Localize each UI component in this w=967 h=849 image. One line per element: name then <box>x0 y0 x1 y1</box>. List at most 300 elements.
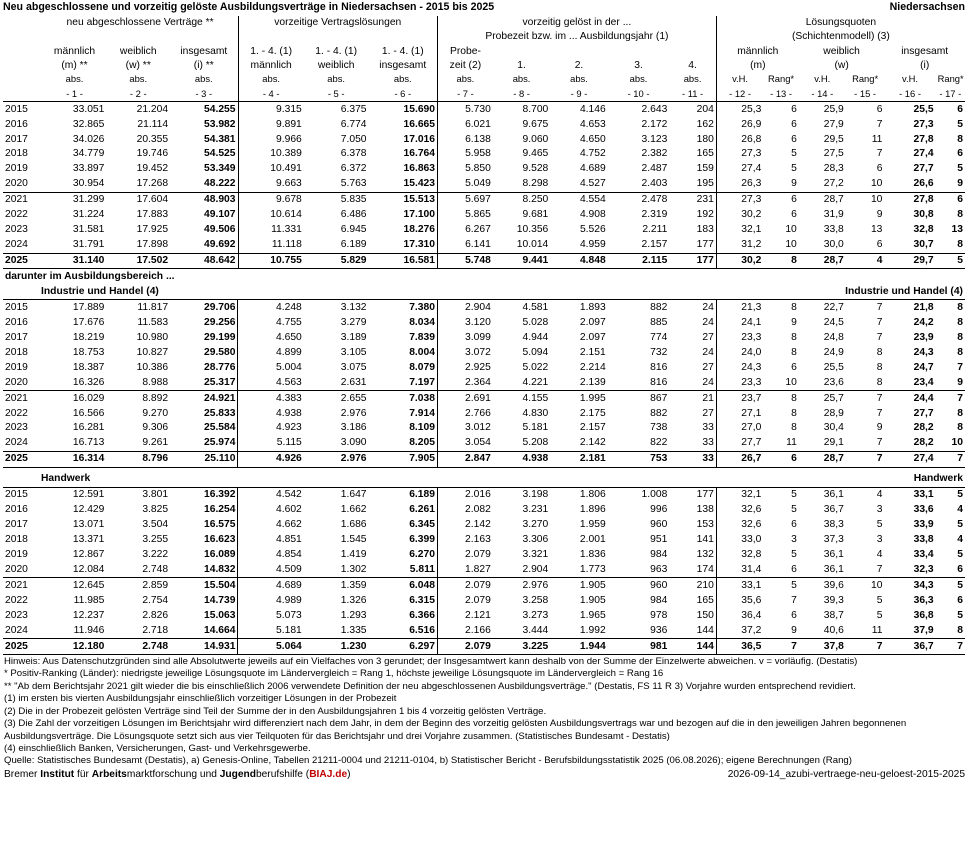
table-cell: 4 <box>957 504 963 516</box>
table-cell: 2.214 <box>579 361 606 373</box>
table-cell: 5 <box>936 487 965 502</box>
row-year: 2018 <box>5 534 28 546</box>
table-cell: 24,4 <box>884 391 935 406</box>
table-cell: 26,6 <box>913 178 934 190</box>
table-cell: 27 <box>702 331 714 343</box>
row-year: 2016 <box>5 316 28 328</box>
table-row <box>3 421 965 436</box>
table-cell: 4.830 <box>522 407 549 419</box>
table-cell: 6 <box>791 361 797 373</box>
table-cell: 23,3 <box>716 330 763 345</box>
table-cell: 28,9 <box>823 407 844 419</box>
table-cell: 15.504 <box>170 578 238 593</box>
table-cell: 5.865 <box>438 208 493 223</box>
table-cell: 24,7 <box>913 361 934 373</box>
table-cell: 49.107 <box>204 209 236 221</box>
table-cell: 5.094 <box>522 346 549 358</box>
table-cell: 8 <box>957 316 963 328</box>
header-r3-12: v.H. <box>716 73 763 87</box>
table-cell: 24,3 <box>716 360 763 375</box>
table-cell: 29,5 <box>823 133 844 145</box>
table-cell: 1.662 <box>340 504 367 516</box>
table-cell: 25,5 <box>823 361 844 373</box>
table-cell: 936 <box>650 624 668 636</box>
table-cell: 6 <box>957 594 963 606</box>
table-row <box>3 623 965 638</box>
table-cell: 32,8 <box>913 224 934 236</box>
table-cell: 1.827 <box>437 562 492 577</box>
row-year: 2018 <box>5 346 28 358</box>
table-cell: 7 <box>936 451 965 467</box>
table-cell: 195 <box>696 178 714 190</box>
header-r3-16: v.H. <box>902 73 918 85</box>
header-r4-16: - 16 - <box>884 87 935 102</box>
table-cell: 7 <box>846 300 885 315</box>
table-cell: 3.198 <box>493 487 550 502</box>
table-cell: 16.665 <box>403 118 435 130</box>
header-quota-line1: Lösungsquoten <box>716 16 965 30</box>
table-cell: 32,6 <box>716 503 763 518</box>
note-3: (3) Die Zahl der vorzeitigen Lösungen im Berichtsjahr wird differenziert nach dem Jahr, in dem der Beginn des vorzeitig gelösten Ausbildungsvertrags war und bezogen auf die in den jeweiligen Jahren begonnenen Ausbildungsverträge. Die Lösungsquote setzt sich aus vier Teilquoten für das Berichtsjahr und drei Vorjahre zusammen. (Statistisches Bundesamt - Destatis) <box>4 718 907 742</box>
header-r2-3: (i) ** <box>193 59 214 71</box>
table-row <box>3 117 965 132</box>
table-cell: 1.893 <box>550 300 607 315</box>
table-cell: 23,4 <box>913 376 934 388</box>
table-cell: 7.038 <box>369 391 438 406</box>
table-cell: 9.891 <box>238 117 304 132</box>
table-cell: 16.566 <box>72 407 105 419</box>
table-cell: 36,7 <box>884 639 935 655</box>
footer <box>3 769 965 781</box>
header-r4-2: - 2 - <box>106 87 170 102</box>
row-year: 2024 <box>5 239 28 251</box>
header-r2-6: insgesamt <box>379 59 427 71</box>
table-cell: 5.181 <box>238 623 304 638</box>
table-cell: 12.645 <box>43 578 107 593</box>
header-r3-3: abs. <box>194 73 213 85</box>
table-cell: 3.186 <box>340 422 367 434</box>
table-cell: 5.049 <box>438 177 493 192</box>
table-cell: 9.060 <box>522 133 549 145</box>
table-cell: 24,3 <box>913 346 934 358</box>
table-cell: 2.079 <box>437 593 492 608</box>
table-cell: 6.261 <box>409 504 435 516</box>
row-year: 2024 <box>5 437 28 449</box>
row-year: 2015 <box>3 300 43 315</box>
table-cell: 5 <box>957 549 963 561</box>
section-head-industry <box>3 284 965 299</box>
section-niedersachsen-total <box>3 102 965 269</box>
table-cell: 17.100 <box>403 209 435 221</box>
table-cell: 13.371 <box>72 534 105 546</box>
table-cell: 3.270 <box>522 519 549 531</box>
table-cell: 4.989 <box>238 593 304 608</box>
table-row <box>3 578 965 593</box>
table-cell: 132 <box>696 549 714 561</box>
row-year: 2015 <box>3 487 43 502</box>
table-cell: 2.403 <box>641 178 668 190</box>
table-cell: 23,3 <box>716 375 763 390</box>
table-cell: 8 <box>957 346 963 358</box>
table-cell: 10.389 <box>238 147 304 162</box>
table-cell: 24 <box>702 376 714 388</box>
table-cell: 24,5 <box>823 316 844 328</box>
table-cell: 38,7 <box>823 609 844 621</box>
table-cell: 30,0 <box>823 239 844 251</box>
row-year: 2020 <box>5 563 28 575</box>
table-cell: 10.386 <box>136 361 169 373</box>
table-cell: 34.026 <box>72 133 105 145</box>
table-cell: 27,2 <box>823 178 844 190</box>
table-cell: 162 <box>696 118 714 130</box>
table-cell: 6 <box>957 563 963 575</box>
table-cell: 774 <box>650 331 668 343</box>
table-cell: 33,8 <box>913 534 934 546</box>
table-cell: 48.642 <box>170 253 238 269</box>
header-r2-10: 3. <box>634 59 643 71</box>
industry-table <box>3 299 965 467</box>
table-cell: 8 <box>791 407 797 419</box>
table-cell: 5 <box>957 519 963 531</box>
table-cell: 33,1 <box>716 578 763 593</box>
table-cell: 5.022 <box>522 361 549 373</box>
table-cell: 10 <box>846 192 885 207</box>
table-cell: 27,9 <box>823 118 844 130</box>
table-cell: 16.089 <box>203 549 236 561</box>
header-probation-line2: Probezeit bzw. im ... Ausbildungsjahr (1) <box>438 30 717 44</box>
table-cell: 36,4 <box>716 608 763 623</box>
header-r3-5: abs. <box>327 73 346 85</box>
note-hinweis: Hinweis: Aus Datenschutzgründen sind alle Absolutwerte jeweils auf ein Vielfaches von 3 gerundet; der Insgesamtwert kann deshalb von der Summe der Einzelwerte abweichen. v = vorläufig. (Destatis) <box>4 656 858 668</box>
table-cell: 1.335 <box>340 624 367 636</box>
note-2: (2) Die in der Probezeit gelösten Verträge sind Teil der Summe der in den Ausbildungsjahren 1 bis 4 vorzeitig gelösten Verträge. <box>4 705 547 717</box>
table-cell: 6 <box>791 563 797 575</box>
row-year: 2015 <box>3 102 43 117</box>
table-cell: 23,6 <box>823 376 844 388</box>
table-cell: 7 <box>876 563 883 575</box>
table-cell: 2.142 <box>579 437 606 449</box>
table-cell: 53.982 <box>204 118 236 130</box>
table-cell: 2.115 <box>608 253 670 269</box>
table-cell: 2.142 <box>437 518 492 533</box>
table-cell: 33,1 <box>884 487 935 502</box>
table-cell: 24,1 <box>716 315 763 330</box>
table-cell: 3.090 <box>340 437 367 449</box>
table-cell: 8.034 <box>409 316 435 328</box>
table-cell: 2.097 <box>579 316 606 328</box>
main-table <box>3 16 965 269</box>
table-cell: 27,4 <box>716 162 763 177</box>
table-cell: 2.157 <box>579 422 606 434</box>
table-cell: 9 <box>791 624 797 636</box>
table-cell: 5.064 <box>238 639 304 655</box>
table-cell: 21,3 <box>716 300 763 315</box>
table-cell: 2.904 <box>437 300 492 315</box>
table-cell: 5.073 <box>238 608 304 623</box>
table-cell: 24 <box>702 316 714 328</box>
table-cell: 24 <box>702 346 714 358</box>
row-year: 2020 <box>5 376 28 388</box>
table-cell: 8.205 <box>409 437 435 449</box>
table-cell: 5.811 <box>409 563 435 575</box>
table-cell: 9.681 <box>522 209 549 221</box>
table-cell: 26,7 <box>716 451 763 467</box>
table-cell: 8.988 <box>142 376 169 388</box>
header-r1-3: insgesamt <box>180 45 228 57</box>
table-cell: 22,7 <box>799 300 846 315</box>
table-cell: 8 <box>763 253 799 269</box>
table-cell: 29.199 <box>203 331 236 343</box>
table-cell: 7 <box>846 451 885 467</box>
row-year: 2021 <box>3 192 43 207</box>
footer-organization: Bremer Institut für Arbeitsmarktforschung und Jugendberufshilfe (BIAJ.de) <box>4 768 351 780</box>
table-cell: 11 <box>871 624 883 636</box>
table-cell: 17.676 <box>72 316 105 328</box>
table-cell: 5.526 <box>579 224 606 236</box>
table-cell: 3.189 <box>340 331 367 343</box>
table-cell: 15.690 <box>369 102 438 117</box>
table-cell: 37,9 <box>913 624 934 636</box>
table-cell: 2.748 <box>142 563 169 575</box>
header-r3-6: abs. <box>393 73 412 85</box>
table-cell: 10 <box>951 437 963 449</box>
table-cell: 24.921 <box>170 391 238 406</box>
header-r4-9: - 9 - <box>550 87 607 102</box>
table-cell: 3.321 <box>522 549 549 561</box>
header-r1-4: 1. - 4. (1) <box>238 44 304 58</box>
table-cell: 1.896 <box>579 504 606 516</box>
table-cell: 36,3 <box>913 594 934 606</box>
table-cell: 9 <box>791 316 797 328</box>
table-cell: 2.847 <box>437 451 492 467</box>
table-cell: 753 <box>608 451 670 467</box>
table-cell: 33 <box>702 437 714 449</box>
table-cell: 16.713 <box>72 437 105 449</box>
table-cell: 1.230 <box>304 639 369 655</box>
table-cell: 177 <box>669 487 716 502</box>
table-cell: 27,5 <box>823 148 844 160</box>
header-r4-5: - 5 - <box>304 87 369 102</box>
table-cell: 6.189 <box>340 239 367 251</box>
table-cell: 816 <box>650 376 668 388</box>
table-cell: 1.008 <box>608 487 670 502</box>
table-cell: 2.859 <box>106 578 170 593</box>
table-cell: 2.082 <box>437 503 492 518</box>
table-cell: 2.172 <box>641 118 668 130</box>
table-cell: 4.602 <box>238 503 304 518</box>
table-cell: 963 <box>650 563 668 575</box>
table-cell: 12.180 <box>43 639 107 655</box>
table-cell: 36,7 <box>823 504 844 516</box>
table-cell: 25.584 <box>203 422 236 434</box>
table-cell: 177 <box>696 239 714 251</box>
table-cell: 6.267 <box>438 223 493 238</box>
footer-brand-link[interactable]: BIAJ.de <box>309 768 348 780</box>
table-cell: 9.270 <box>142 407 169 419</box>
table-cell: 2.754 <box>142 594 169 606</box>
table-cell: 28,2 <box>913 422 934 434</box>
table-cell: 8.892 <box>106 391 170 406</box>
table-cell: 5 <box>936 253 965 269</box>
table-cell: 4 <box>846 487 885 502</box>
table-cell: 29.580 <box>203 346 236 358</box>
header-r2-2: (w) ** <box>125 59 151 71</box>
table-cell: 31,4 <box>716 562 763 577</box>
row-year: 2022 <box>5 594 28 606</box>
header-r3-15: Rang* <box>852 73 879 85</box>
table-cell: 2.079 <box>437 548 492 563</box>
table-cell: 885 <box>650 316 668 328</box>
table-row <box>3 253 965 269</box>
table-cell: 978 <box>650 609 668 621</box>
table-cell: 32,3 <box>913 563 934 575</box>
table-cell: 19.746 <box>136 148 169 160</box>
header-r2-14: (i) <box>920 59 930 71</box>
table-cell: 144 <box>696 624 714 636</box>
table-cell: 9.678 <box>238 192 304 207</box>
table-cell: 165 <box>696 148 714 160</box>
table-cell: 19.452 <box>136 163 169 175</box>
table-cell: 7 <box>846 391 885 406</box>
table-cell: 16.575 <box>203 519 236 531</box>
table-cell: 53.349 <box>204 163 236 175</box>
table-cell: 17.268 <box>136 178 169 190</box>
table-cell: 6 <box>791 209 797 221</box>
table-cell: 3.225 <box>493 639 550 655</box>
table-row <box>3 503 965 518</box>
table-cell: 5.181 <box>522 422 549 434</box>
table-cell: 24 <box>669 300 716 315</box>
table-cell: 10 <box>846 578 885 593</box>
table-cell: 6.945 <box>340 224 367 236</box>
row-year: 2020 <box>5 178 28 190</box>
table-cell: 10 <box>785 376 797 388</box>
header-r3-9: abs. <box>570 73 588 85</box>
table-cell: 984 <box>650 594 668 606</box>
table-cell: 7.380 <box>369 300 438 315</box>
table-cell: 6.048 <box>369 578 438 593</box>
table-cell: 6 <box>763 102 799 117</box>
table-cell: 30.954 <box>72 178 105 190</box>
table-cell: 4.689 <box>579 163 606 175</box>
table-cell: 192 <box>696 209 714 221</box>
header-r1-6: 1. - 4. (1) <box>381 45 424 57</box>
table-cell: 36,1 <box>799 487 846 502</box>
table-cell: 25.110 <box>170 451 238 467</box>
table-cell: 4.755 <box>238 315 304 330</box>
table-cell: 4.923 <box>238 421 304 436</box>
table-cell: 2.151 <box>579 346 606 358</box>
table-cell: 3 <box>791 534 797 546</box>
table-cell: 5.958 <box>438 147 493 162</box>
table-cell: 4.908 <box>579 209 606 221</box>
table-cell: 8 <box>957 209 963 221</box>
section-title-crafts: Handwerk <box>41 473 91 485</box>
table-cell: 25.317 <box>203 376 236 388</box>
table-cell: 16.581 <box>369 253 438 269</box>
table-row <box>3 562 965 577</box>
table-cell: 153 <box>696 519 714 531</box>
table-cell: 3.279 <box>340 316 367 328</box>
table-cell: 822 <box>650 437 668 449</box>
table-cell: 26,3 <box>716 177 763 192</box>
table-cell: 21.204 <box>106 102 170 117</box>
table-cell: 1.905 <box>579 594 606 606</box>
row-year: 2019 <box>5 361 28 373</box>
header-row-groups-2 <box>3 30 965 44</box>
table-cell: 16.863 <box>403 163 435 175</box>
table-cell: 5.208 <box>522 437 549 449</box>
table-cell: 48.222 <box>204 178 236 190</box>
table-cell: 39,6 <box>799 578 846 593</box>
table-cell: 9.966 <box>238 132 304 147</box>
table-cell: 8 <box>876 361 883 373</box>
table-cell: 33.051 <box>43 102 107 117</box>
table-cell: 4.752 <box>579 148 606 160</box>
table-cell: 9 <box>791 178 797 190</box>
table-cell: 9 <box>957 376 963 388</box>
table-cell: 8 <box>763 391 799 406</box>
table-cell: 31.140 <box>43 253 107 269</box>
table-cell: 5.763 <box>340 178 367 190</box>
table-cell: 27,3 <box>716 147 763 162</box>
table-cell: 31.299 <box>43 192 107 207</box>
table-cell: 8 <box>791 331 797 343</box>
table-cell: 1.992 <box>579 624 606 636</box>
header-r4-6: - 6 - <box>369 87 438 102</box>
row-year: 2021 <box>3 391 43 406</box>
row-year: 2025 <box>3 639 43 655</box>
table-cell: 2.826 <box>142 609 169 621</box>
table-cell: 2.976 <box>304 451 369 467</box>
table-cell: 17.604 <box>106 192 170 207</box>
table-cell: 5 <box>763 487 799 502</box>
header-row-groups <box>3 16 965 30</box>
table-cell: 3.231 <box>522 504 549 516</box>
table-row <box>3 406 965 421</box>
table-cell: 7 <box>846 639 885 655</box>
table-row <box>3 375 965 390</box>
header-r2-9: 2. <box>574 59 584 71</box>
table-cell: 6 <box>876 239 883 251</box>
table-cell: 180 <box>696 133 714 145</box>
section-title-industry-right: Industrie und Handel (4) <box>845 286 963 298</box>
table-cell: 13 <box>951 224 963 236</box>
table-cell: 8 <box>791 346 797 358</box>
table-cell: 6.774 <box>340 118 367 130</box>
table-cell: 1.773 <box>579 563 606 575</box>
table-cell: 7 <box>876 118 883 130</box>
table-cell: 23,7 <box>716 391 763 406</box>
table-cell: 33,9 <box>913 519 934 531</box>
table-row <box>3 639 965 655</box>
table-cell: 9 <box>876 422 883 434</box>
header-r4-13: - 13 - <box>763 87 799 102</box>
table-cell: 8.250 <box>493 192 550 207</box>
table-row <box>3 593 965 608</box>
table-cell: 7 <box>876 407 883 419</box>
table-cell: 16.392 <box>170 487 238 502</box>
table-cell: 6 <box>791 519 797 531</box>
table-cell: 8 <box>957 422 963 434</box>
table-row <box>3 208 965 223</box>
table-cell: 25.974 <box>203 437 236 449</box>
table-cell: 2.691 <box>437 391 492 406</box>
table-cell: 10 <box>785 224 797 236</box>
header-r4-17: - 17 - <box>936 87 965 102</box>
table-cell: 1.836 <box>579 549 606 561</box>
table-cell: 7 <box>876 331 883 343</box>
